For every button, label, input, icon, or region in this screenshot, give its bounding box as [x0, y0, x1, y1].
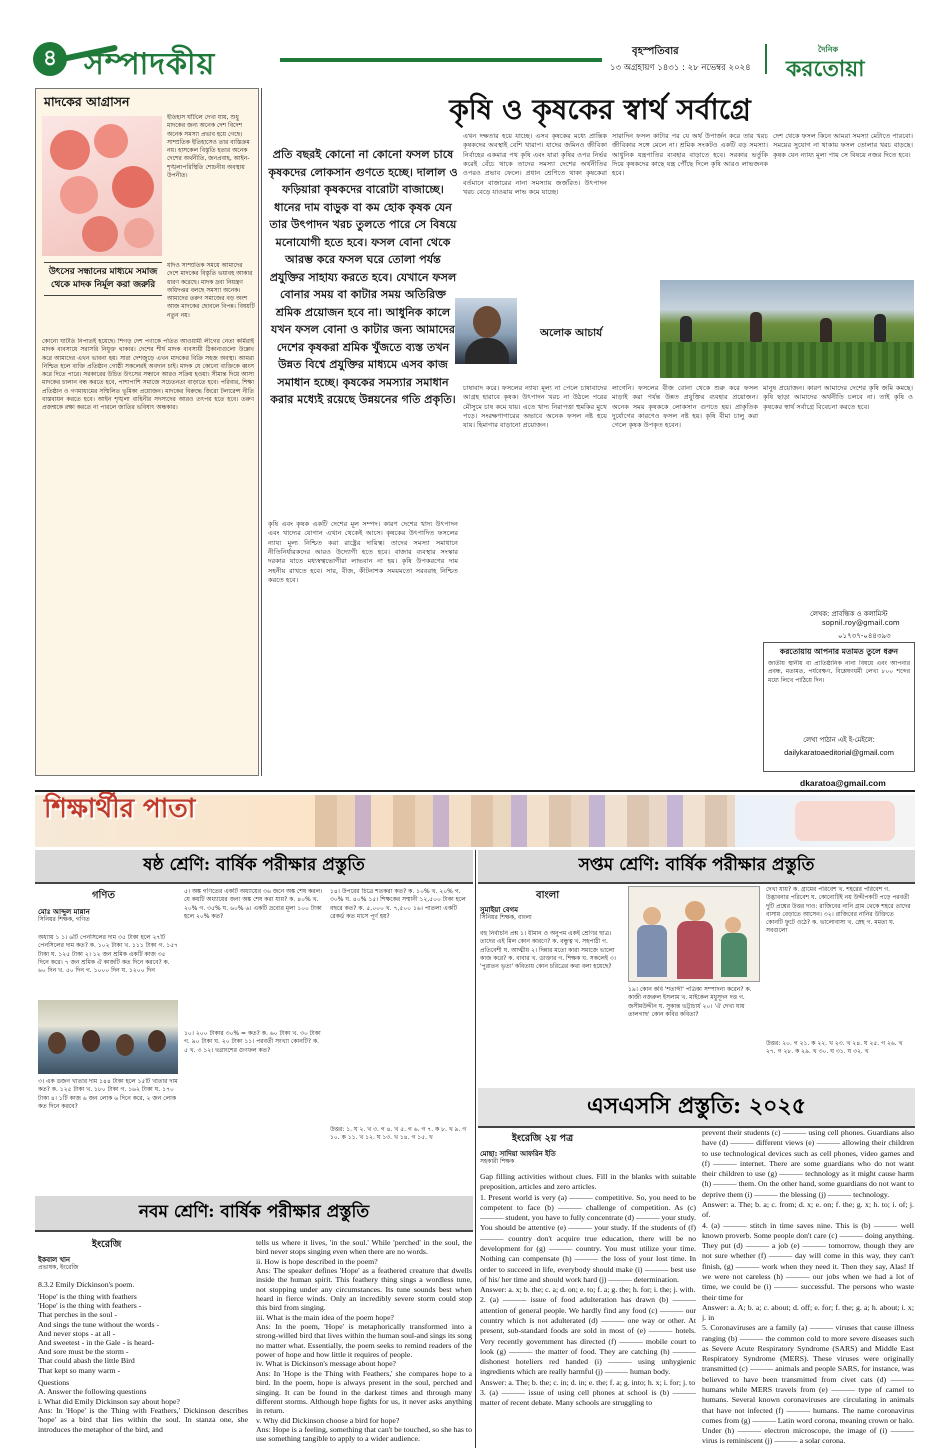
- class9-author-role: প্রভাষক, ইংরেজি: [38, 1264, 79, 1271]
- class6-title: ষষ্ঠ শ্রেণি: বার্ষিক পরীক্ষার প্রস্তুতি: [35, 850, 473, 884]
- class9-questions: Questions A. Answer the following questions i. What did Emily Dickinson say about hope? Ans: In 'Hope' is the Thing with Feathers,' Dickinson describes 'hope' as a bird that lies within the soul. In stanza one, she introduces the metaphor of the bird, and: [38, 1378, 248, 1434]
- sidebar-intro: ইতিহাস ঘাঁটলে দেখা যায়, শুধু মাদকের জন্য অনেক দেশ বিদেশ অনেক সমস্যা প্রভাব হয়ে গেছে। সাম্প্রতিক ইতিহাসেও তার বাস্তিক্রম নয়। হাসকেল বিস্তৃতি হতার অনেক দেশের অর্থনীতি, জনপ্রবাহ, আইন-শৃঙ্খলাপরিস্থিতি শোচনীয় অবস্থায় উপনীত।: [167, 114, 250, 179]
- col-divider: [261, 88, 262, 776]
- ssc-right: prevent their students (c) ——— using cell phones. Guardians also have (d) ——— different views (e) ——— allowing their children to use technological devices such as cell phones, video games and (f) ——— internet. There are some guardians who do not want their children to use (g) ——— technology as it might cause harm (h) ——— them. On the other hand, some guardians do not want to deprive them (i) ——— the blessing (j) ——— technology. Answer: a. The; b. a; c. from; d. x; e. on; f. the; g. x; h. to; i. of; j. of. 4. (a) ——— stitch in time saves nine. This is (b) ——— well known proverb. Some people don't care (c) ——— doing anything. They put (d) ——— a job (e) ——— tomorrow, though they are not sure whether (f) ——— day will come in this way, they can't finish, (g) ——— work when they need it. Then they say, Alas! If we were not careless (h) ——— our jobs when we had a lot of time, we could be (i) ——— successful. The persons who waste their time for Answer: a. A; b. a; c. about; d. off; e. for; f. the; g. a; h. about; i. x; j. in 5. Coronaviruses are a family (a) ——— viruses that cause illness ranging (b) ——— the common cold to more severe diseases such as Severe Acute Respiratory Syndrome (SARS) and Middle East Respiratory Syndrome (MERS). These viruses were originally transmitted (c) ——— animals and people SARS, for instance, was believed to have been transmitted from civet cats (d) ——— humans while MERS travels from (e) ——— type of camel to humans. Several known coronaviruses are circulating in animals that have not infected (f) ——— humans. The name coronavirus comes from (g) ——— Latin word corona, meaning crown or halo. Under (h) ——— electron microscope, the image of (i) ——— virus is reminiscent (j) ——— a solar corona.: [702, 1128, 914, 1446]
- class6-q5: ১৪। উপরের চিত্রে শতকরা কত? ক. ১০% খ. ২০% গ. ৩০% ঘ. ৪০% ১৫। শিক্ষকের সম্মানী ১২,৫০০ টাকা হলে বছরে কত? ক. ৫,০০০ খ. ৭,৫০০ ১৬। পাতলা একটি রেকর্ড কত মাসে পূর্ণ হয়?: [330, 888, 466, 920]
- masthead: [0, 0, 945, 80]
- class7-q1: বহু নির্বাচনি প্রশ্ন ১। ধীমান ও অনুপম একই শ্রেণির ছাত্র। তাদের এই মিল কোন কারণে? ক. বন্ধুত্ব খ. সহপাঠী গ. প্রতিবেশী ঘ. আত্মীয় ২। দিন্নার মতো কারা সমাজে ভালো কাজ করে? ক. বাবার খ. ডাক্তার গ. শিক্ষক ঘ. সকলেই ৩। 'পুরাতন ভৃত্য' কবিতায় কোন চরিত্রের কথা বলা হয়েছে?: [480, 930, 616, 971]
- article-lower-left: কৃষি এবং কৃষক একটি দেশের মূল সম্পদ। কারণ দেশের খাদ্য উৎপাদন এবং খাদ্যের যোগান এখান থেকেই আসে। কৃষকের উৎপাদিত ফসলের ন্যায্য মূল্য নিশ্চিত করা রাষ্ট্রের দায়িত্ব। তাদের সমস্যা সমাধানে নীতিনির্ধারকদের আরও উদ্যোগী হতে হবে। বাজার ব্যবস্থার সংস্কার দরকার যাতে মধ্যস্বত্বভোগীরা লাভবান না হয়। কৃষি উপকরণের দাম সহনীয় রাখতে হবে। সার, বীজ, কীটনাশক সময়মতো সরবরাহ নিশ্চিত করতে হবে।: [268, 520, 458, 585]
- byline-email: sopnil.roy@gmail.com: [822, 619, 900, 627]
- class9-poem: 'Hope' is the thing with feathers 'Hope' is the thing with feathers - That perches in the soul - And sings the tune without the words - And never stops - at all - And sweetest - in the Gale - is heard- And sore must be the storm - That could abash the little Bird That kept so many warm -: [38, 1292, 160, 1375]
- paper-small: দৈনিক: [818, 45, 839, 54]
- section-title: সম্পাদকীয়: [84, 47, 216, 82]
- pullquote: প্রতি বছরই কোনো না কোনো ফসল চাষে কৃষকদের লোকসান গুণতে হচ্ছে। দালাল ও ফড়িয়ারা কৃষকদের বারোটা বাজাচ্ছে। ধানের দাম বাড়ুক বা কম হোক কৃষক যেন তার উৎপাদন খরচ তুলতে পারে সে বিষয়ে মনোযোগী হতে হবে। ফসল বোনা থেকে আরম্ভ করে ফসল ঘরে তোলা পর্যন্ত প্রযুক্তির সাহায্য করতে হবে। যেখানে ফসল বোনার সময় বা কাটার সময় অতিরিক্ত শ্রমিক প্রয়োজন হবে না। আধুনিক কালে যখন ফসল বোনা ও কাটার জন্য আমাদের দেশের কৃষকরা শ্রমিক খুঁজতে ব্যস্ত তখন উন্নত বিশ্বে প্রযুক্তির মাধ্যমে এসব কাজ সমাধান হচ্ছে। কৃষকের সমস্যার সমাধান করার মধ্যেই রয়েছে উন্নয়নের গতি প্রকৃতি।: [268, 148, 458, 407]
- page-number-badge: [33, 42, 67, 76]
- field-photo: [660, 280, 914, 378]
- class6-q2: ৩। এক ডজন খাতার দাম ১৪৪ টাকা হলে ১৫টি খাতার দাম কত? ক. ১২৫ টাকা খ. ১৮০ টাকা গ. ১৬২ টাকা ঘ. ১৭০ টাকা ৪। ১টি কাজ ৬ জন লোক ৬ দিনে করে, ২ জন লোক কত দিনে করবে?: [38, 1078, 178, 1110]
- class6-author-role: সিনিয়র শিক্ষক, গণিত: [38, 916, 90, 923]
- ssc-title: এসএসসি প্রস্তুতি: ২০২৫: [478, 1088, 915, 1128]
- ssc-author-role: সহকারী শিক্ষক: [480, 1158, 515, 1165]
- date: ১৩ অগ্রহায়ণ ১৪৩১ : ২৮ নভেম্বর ২০২৪: [610, 63, 751, 73]
- ssc-left: Gap filling activities without clues. Fill in the blanks with suitable preposition, articles and zero articles. 1. Present world is very (a) ——— competitive. So, you need to be competent to face (b) ——— challenge of competition. As (c) ——— student, you have to fully concentrate (d) ——— your study. You should be attentive (e) ——— your study. If the students of (f) ——— country don't acquire true education, there will be no development for (g) ——— country. You must utilize your time. Nothing can compensate (h) ——— the loss of your lost time. In order to succeed in life, everybody should make (i) ——— best use of his/ her time and should work hard (j) ——— determination. Answer: a. x; b. the; c. a; d. on; e. to; f. a; g. the; h. for; i. the; j. with. 2. (a) ——— issue of food adulteration has drawn (b) ——— attention of general people. We hardly find any food (c) ——— our country which is not adulterated (d) ——— one way or other. At present, sub-standard foods are sold in most of (e) ——— hotels. Very recently government has directed (f) ——— mobile court to look (g) ——— the matter of food. They are catching (h) ——— dishonest hoteliers red handed (i) ——— using unhygienic ingredients which are really harmful (j) ——— human body. Answer: a. The; b. the; c. in; d. in; e. the; f. a; g. into; h. x; i. for; j. to 3. (a) ——— issue of using cell phones at school is (b) ——— matter of recent debate. Many schools are struggling to: [480, 1172, 696, 1408]
- byline-role: লেখক: প্রাবন্ধিক ও কলামিস্ট: [810, 610, 888, 618]
- class9-right: tells us where it lives, 'in the soul.' While 'perched' in the soul, the bird never stops singing even when there are no words. ii. How is hope described in the poem? Ans: The speaker defines 'Hope' as a feathered creature that dwells inside the human spirit. This feathery thing sings a wordless tune, not stopping under any circumstances. Its tune sounds best when heard in fierce winds. Only an incredibly severe storm could stop this bird from singing. iii. What is the main idea of the poem hope? Ans: In the poem, 'Hope' is metaphorically transformed into a strong-willed bird that lives within the human soul-and sings its song no matter what. Essentially, the poem seeks to remind readers of the power of hope and how little it requires of people. iv. What is Dickinson's message about hope? Ans: In 'Hope is the Thing with Feathers,' she compares hope to a bird. In the poem, hope is always present in the soul, perched and singing. It can be found in the darkest times and through many different storms. Although hope fights for us, it never asks anything in return. v. Why did Dickinson choose a bird for hope? Ans: Hope is a feeling, something that can't be touched, so she has to use something tangible to apply to a wider audience.: [256, 1238, 472, 1444]
- pills-image: [42, 116, 162, 256]
- class9-poem-head: 8.3.2 Emily Dickinson's poem.: [38, 1280, 135, 1289]
- masthead-rule: [280, 58, 602, 62]
- student-banner-title: শিক্ষার্থীর পাতা: [44, 794, 196, 824]
- class6-q1: অধ্যায় ১ ১। ৬টি পেনসিলের দাম ৩৫ টাকা হলে ২৭টি পেনসিলের দাম কত? ক. ১০২ টাকা খ. ১১১ টাকা গ. ১৫৭ টাকা ঘ. ১২৫ টাকা ২। ১২ জন শ্রমিক একটি কাজ ৩৫ দিনে করে। ৭ জন শ্রমিক ঐ কাজটি কত দিনে করবে? ক. ৬০ দিন খ. ৫০ দিন গ. ১০০০ দিন ঘ. ১২০০ দিন: [38, 934, 178, 975]
- class6-q4: ১০। ২০০ টাকার ৩০% = কত? ক. ৬০ টাকা খ. ৩০ টাকা গ. ৯০ টাকা ঘ. ২০ টাকা ১১। পরবর্তী সংখ্যা কোনটি? ক. ৫ খ. ৩ ১২। ভগ্নাংশের গুণফল কত?: [184, 1030, 321, 1054]
- byline-phone: ০১৭৩৭-০৪৪৩৯৩: [838, 632, 891, 640]
- class9-author: ইকবাল খান: [38, 1256, 70, 1264]
- article-col2: সারাদিন ফসল কাটার পর যে অর্থ উপার্জন করে তার খরচ জীবিকার সঙ্গে মেলে না। শ্রমিক সংকটও একটি বড় সমস্যা। আধুনিক যন্ত্রপাতির ব্যবহার বাড়াতে হবে। সরকার ভর্তুকি দিয়ে কৃষকদের কাছে যন্ত্র পৌঁছে দিলে কৃষি আরও লাভজনক হবে।: [612, 132, 768, 178]
- letters-body: জাতীয় স্থানীয় বা প্রাতিষ্ঠানিক নানা বিষয়ে এবং আপনার প্রবন্ধ, মতামত, পর্যবেক্ষণ, বিশ্লেষণধর্মী লেখা ৮০০ শব্দের মধ্যে লিখে পাঠিয়ে দিন।: [768, 660, 910, 684]
- class6-author: মোঃ আব্দুল মান্নান: [38, 908, 90, 916]
- letters-heading: করতোয়ায় আপনার মতামত তুলে ধরুন: [779, 647, 899, 656]
- class7-subject: বাংলা: [536, 890, 560, 901]
- family-illustration: [628, 886, 760, 982]
- class7-title: সপ্তম শ্রেণি: বার্ষিক পরীক্ষার প্রস্তুতি: [478, 850, 915, 884]
- class7-author: সুমাইয়া বেগম: [480, 906, 518, 914]
- article-lower-mid: চাষাবাদ করে। ফসলের ন্যায্য মূল্য না পেলে চাষাবাদের আগ্রহ হারাবে কৃষক। উৎপাদন খরচ না উঠলে পরের মৌসুমে চাষ কমে যায়। এতে খাদ্য নিরাপত্তা হুমকির মুখে পড়ে। সংরক্ষণাগারের অভাবে অনেক ফসল নষ্ট হয়ে যায়। হিমাগার বাড়ানো প্রয়োজন।: [463, 384, 607, 430]
- article-col1: এখন দক্ষতার হয়ে যাচ্ছে। এসব কৃষকের মধ্যে প্রান্তিক কৃষকদের অবস্থাই বেশি খারাপ। যাদের জমিনও জীবিকা নির্বাহের একমাত্র পথ কৃষি এবং যারা কৃষির ওপর নির্ভর করেই বেঁচে থাকে তাদের সমস্যা দেশের অর্থনীতির ওপরও প্রভাব ফেলে। প্রধান শ্রেণিতে থাকা কৃষকেরা বর্তমানে বাজারের নানা সমস্যায় জর্জরিত। উৎপাদন খরচ বেড়ে যাওয়ায় লাভ কমে যাচ্ছে।: [463, 132, 607, 197]
- ssc-author: মোছা: সাদিয়া আফরিন ইতি: [480, 1150, 556, 1158]
- page-number: ৪: [42, 45, 58, 71]
- section-rule: [35, 790, 915, 792]
- footer-email[interactable]: dkaratoa@gmail.com: [800, 778, 886, 788]
- masthead-divider: [765, 44, 767, 74]
- letters-label: লেখা পাঠান এই ই-মেইলে:: [803, 736, 875, 744]
- ssc-subject: ইংরেজি ২য় পত্র: [512, 1133, 574, 1144]
- class6-subject: গণিত: [92, 890, 115, 901]
- class7-q3: দেখা যায়? ক. গ্রামের পরিবেশ খ. শহরের পরিবেশ গ. উদ্ভাবনার পরিবেশ ঘ. কোনোটিই নয় উদ্দীপকটি পড়ে পরবর্তী দুটি প্রশ্নের উত্তর দাও: রাজিবের নানি গ্রাম থেকে শহরে তাদের বাসায় বেড়াতে আসেন। ৩২। রাজিবের নানির উক্তিতে কোনটি ফুটে ওঠে? ক. ভালোবাসা খ. স্নেহ গ. মমতা ঘ. সবগুলো: [766, 886, 911, 935]
- sidebar-right-text: যদিও সাম্প্রতিক সময়ে আমাদের দেশে মাদকের বিস্তৃতি ভয়াবহ আকার ধারণ করেছে। মাদক দ্রব্য নিয়ন্ত্রণ অধিদপ্তর বলছে সমস্যা অনেক। আমাদের তরুণ সমাজের বড় অংশ আজ মাদকের ছোবলে বিপন্ন। বিষয়টি নতুন নয়।: [167, 262, 255, 319]
- class9-title: নবম শ্রেণি: বার্ষিক পরীক্ষার প্রস্তুতি: [35, 1196, 473, 1232]
- class7-author-role: সিনিয়র শিক্ষক, বাংলা: [480, 914, 532, 921]
- class6-q3: ৫। অঙ্ক গণিতের একটি অধ্যায়ের ৩৬ জনে অঙ্ক শেষ করল। যে কয়টি অধ্যায়ের জন্য অঙ্ক শেষ করা যায়? ক. ৪০% খ. ২০% গ. ৩৫% ঘ. ৬০% ৬। একটি দ্রব্যের মূল্য ১০০ টাকা হলে ২০% কত?: [184, 888, 323, 920]
- classroom-photo: [38, 1000, 178, 1074]
- day: বৃহস্পতিবার: [632, 46, 679, 57]
- sidebar-body: কোনো ঘাটতি নিপাতই হয়েছে। শিগড় দেশ পণ্যকে পতিত আওয়ামী লীগের নেতা কর্মিরাই মাদক ব্যবসায়ে সরাসরি নিযুক্ত থাকার। দেশের শীর্ষ মাদক ব্যবসায়ী ঠিকানাগুলো উল্লেখ করে আমাদের এখন ভাবনা হয়। সারা দেশজুড়ে এখন মাদকের বিক্রি সহজ অবস্থা। আমরা নিশ্চিত হলে ব্যক্তি প্রতিষ্ঠান গোষ্ঠী সকলেরই অবদান চাই। মাদক যে কোনো ব্যক্তিকে ধ্বংস করে দিতে পারে। সরকারের উচিত উৎসের সন্ধানে আরও সক্রিয় হওয়া। সীমান্ত দিয়ে আসা মাদকের চালান বন্ধ করতে হবে, পাশাপাশি সমাজে সচেতনতা বাড়াতে হবে। পরিবার, শিক্ষা প্রতিষ্ঠান ও গণমাধ্যমের সম্মিলিত ভূমিকা প্রয়োজন। মাদকের বিরুদ্ধে জিরো টলারেন্স নীতি বাস্তবায়ন করতে হবে। আইন শৃঙ্খলা বাহিনীর সদস্যদের আরও তৎপর হতে হবে। তরুণ প্রজন্মকে রক্ষা করতে না পারলে জাতির ভবিষ্যৎ অন্ধকার।: [42, 338, 254, 412]
- class6-answers: উত্তর: ১. ঘ ২. খ ৩. গ ৪. খ ৫. গ ৬. গ ৭. ক ৮. খ ৯. গ ১০. ক ১১. খ ১২. ঘ ১৩. খ ১৪. গ ১৫. খ: [330, 1126, 467, 1142]
- paper-name-logo: করতোয়া: [786, 56, 865, 82]
- student-col-divider: [475, 850, 476, 1448]
- sidebar-heading: মাদকের আগ্রাসন: [44, 94, 130, 109]
- author-name: অলোক আচার্য: [540, 327, 603, 339]
- main-headline: কৃষি ও কৃষকের স্বার্থ সর্বাগ্রে: [449, 93, 751, 126]
- letters-email[interactable]: dailykaratoaeditorial@gmail.com: [784, 748, 894, 757]
- article-lower-mid2: লাগেনি। ফসলের বীজ বোনা থেকে শুরু করে ফসল মাড়াই করা পর্যন্ত উন্নত প্রযুক্তির ব্যবহার প্রয়োজন। অনেক সময় কৃষককে লোকসান গুণতে হয়। প্রাকৃতিক দুর্যোগের কারণেও ফসল নষ্ট হয়। কৃষি বীমা চালু করা গেলে কৃষক উপকৃত হবেন।: [612, 384, 758, 430]
- class7-answers: উত্তর: ২০. গ ২১. ক ২২. খ ২৩. খ ২৪. ঘ ২৫. গ ২৬. খ ২৭. গ ২৮. ক ২৯. খ ৩০. ঘ ৩১. ঘ ৩২. খ: [766, 1040, 903, 1056]
- sidebar-callout: উৎসের সন্ধানের মাধ্যমে সমাজ থেকে মাদক নির্মূল করা জরুরি: [44, 262, 162, 296]
- article-lower-right: মানুষ প্রয়োজন। কারণ আমাদের দেশের কৃষি জমি কমছে। কৃষি ছাড়া আমাদের অর্থনীতি চলবে না। তাই কৃষি ও কৃষকের স্বার্থ সর্বাগ্রে বিবেচনা করতে হবে।: [763, 384, 913, 411]
- article-col3: দেশ থেকে ফসল কিনে আমরা সমস্যা মেটাতে পারবো। সময়ের সুযোগ না থাকায় ফসল তোলার খরচ বাড়ছে। কৃষক যেন ন্যায্য মূল্য পায় সে বিষয়ে নজর দিতে হবে।: [773, 132, 913, 159]
- class7-q2: ১৯। কোন কবি 'শতাব্দী' পত্রিকা সম্পাদনা করেন? ক. কাজী নজরুল ইসলাম খ. মাইকেল মধুসূদন দত্ত গ. জসীমউদ্দীন ঘ. সুকান্ত ভট্টাচার্য ২০। 'ঐ দেখা যায় তালগাছ' কোন কবির কবিতা?: [628, 986, 752, 1018]
- author-photo: [455, 298, 517, 364]
- class9-subject: ইংরেজি: [92, 1239, 122, 1250]
